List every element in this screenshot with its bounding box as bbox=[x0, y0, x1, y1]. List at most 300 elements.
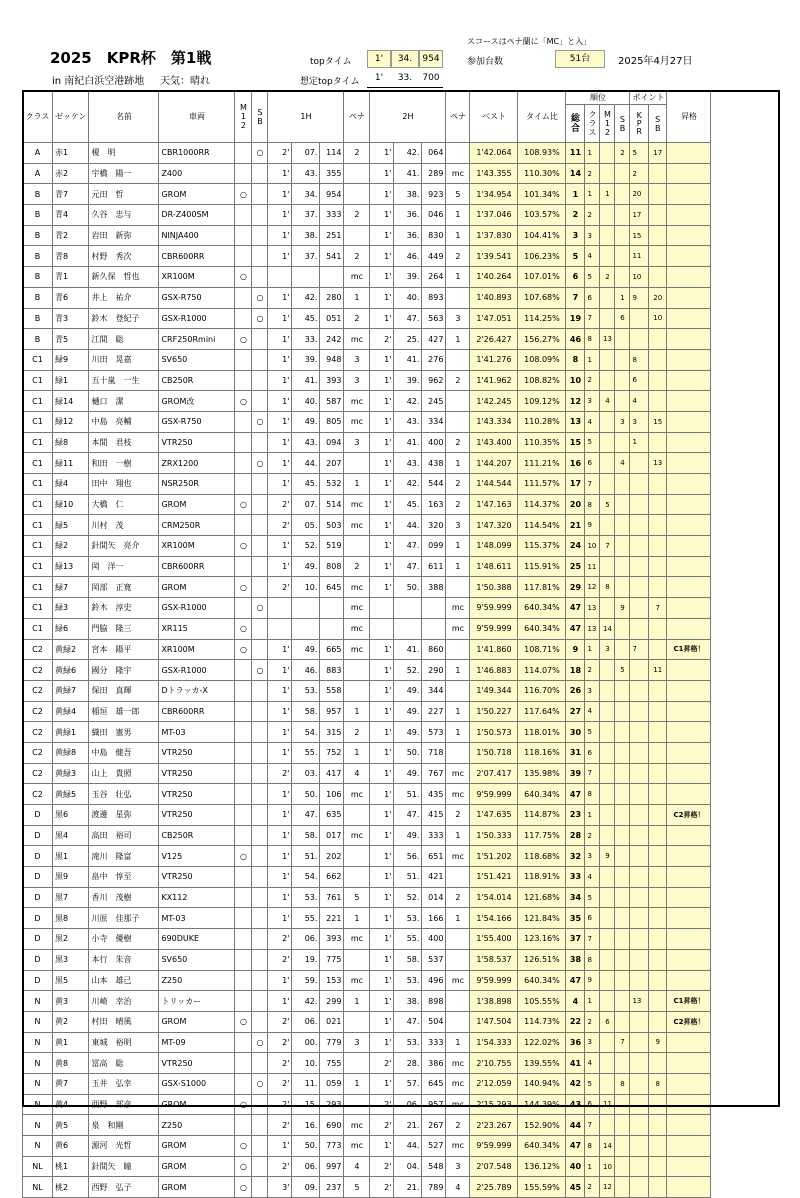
h1-min: 1' bbox=[268, 825, 292, 846]
number: 黒2 bbox=[53, 929, 89, 950]
m12-rank bbox=[600, 556, 615, 577]
table-row bbox=[23, 1177, 711, 1198]
class-rank: 1 bbox=[585, 349, 600, 370]
class-rank: 8 bbox=[585, 949, 600, 970]
class-rank: 8 bbox=[585, 1136, 600, 1157]
h2-min: 1' bbox=[370, 267, 394, 288]
kpr-point bbox=[630, 308, 649, 329]
h1-sec: 54. bbox=[292, 867, 320, 888]
pen1: mc bbox=[344, 970, 370, 991]
time-ratio: 109.12% bbox=[518, 391, 566, 412]
h1-ms: 059 bbox=[320, 1073, 344, 1094]
class-rank: 4 bbox=[585, 701, 600, 722]
h1-sec: 09. bbox=[292, 1177, 320, 1198]
overall-rank: 10 bbox=[566, 370, 585, 391]
h2-min: 1' bbox=[370, 908, 394, 929]
h1-min: 2' bbox=[268, 1073, 292, 1094]
sb bbox=[252, 349, 268, 370]
pen2: 3 bbox=[446, 308, 470, 329]
promotion bbox=[667, 1094, 711, 1115]
sb-rank bbox=[615, 184, 630, 205]
h1-sec: 16. bbox=[292, 1115, 320, 1136]
h1-min: 2' bbox=[268, 763, 292, 784]
sb-point bbox=[648, 1011, 667, 1032]
best-time: 1'34.954 bbox=[470, 184, 518, 205]
m12-rank bbox=[600, 287, 615, 308]
kpr-point: 13 bbox=[630, 991, 649, 1012]
h2-ms: 099 bbox=[422, 536, 446, 557]
m12-rank bbox=[600, 742, 615, 763]
h1-min: 1' bbox=[268, 163, 292, 184]
sb-rank: 2 bbox=[615, 143, 630, 164]
overall-rank: 27 bbox=[566, 701, 585, 722]
table-row bbox=[23, 887, 711, 908]
sb-rank bbox=[615, 474, 630, 495]
promotion bbox=[667, 825, 711, 846]
rider-name: 香川 茂樹 bbox=[89, 887, 159, 908]
overall-rank: 46 bbox=[566, 329, 585, 350]
m12-rank: 9 bbox=[600, 846, 615, 867]
rider-name: 五十嵐 一生 bbox=[89, 370, 159, 391]
rider-name: 岡 洋一 bbox=[89, 556, 159, 577]
m12 bbox=[235, 1073, 252, 1094]
h2-ms: 415 bbox=[422, 805, 446, 826]
class-rank: 5 bbox=[585, 267, 600, 288]
overall-rank: 37 bbox=[566, 929, 585, 950]
kpr-point bbox=[630, 949, 649, 970]
kpr-point: 7 bbox=[630, 639, 649, 660]
h1-min: 1' bbox=[268, 432, 292, 453]
class-rank: 3 bbox=[585, 391, 600, 412]
h2-min: 1' bbox=[370, 1011, 394, 1032]
best-time: 1'47.635 bbox=[470, 805, 518, 826]
h2-sec: 25. bbox=[394, 329, 422, 350]
pen1: mc bbox=[344, 929, 370, 950]
overall-rank: 28 bbox=[566, 825, 585, 846]
m12-rank: 12 bbox=[600, 1177, 615, 1198]
m12-rank bbox=[600, 1032, 615, 1053]
h1-ms: 333 bbox=[320, 205, 344, 226]
class-rank: 9 bbox=[585, 970, 600, 991]
pen2: mc bbox=[446, 784, 470, 805]
h2-sec: 47. bbox=[394, 308, 422, 329]
best-time: 2'26.427 bbox=[470, 329, 518, 350]
rider-name: 川崎 幸治 bbox=[89, 991, 159, 1012]
vehicle: CBR600RR bbox=[159, 701, 235, 722]
time-ratio: 104.41% bbox=[518, 225, 566, 246]
rider-name: 中島 亮輔 bbox=[89, 411, 159, 432]
h1-min: 1' bbox=[268, 701, 292, 722]
number: 桃2 bbox=[53, 1177, 89, 1198]
kpr-point bbox=[630, 1156, 649, 1177]
h1-ms: 997 bbox=[320, 1156, 344, 1177]
h2-sec: 53. bbox=[394, 970, 422, 991]
sb-point bbox=[648, 184, 667, 205]
vehicle: Z250 bbox=[159, 1115, 235, 1136]
h2-min: 1' bbox=[370, 784, 394, 805]
sb-rank bbox=[615, 225, 630, 246]
class: D bbox=[23, 887, 53, 908]
h2-sec: 41. bbox=[394, 163, 422, 184]
h1-ms: 761 bbox=[320, 887, 344, 908]
h2-sec: 50. bbox=[394, 577, 422, 598]
promotion bbox=[667, 329, 711, 350]
best-time: 1'44.544 bbox=[470, 474, 518, 495]
h1-min: 1' bbox=[268, 742, 292, 763]
h1-ms: 662 bbox=[320, 867, 344, 888]
sb-rank bbox=[615, 949, 630, 970]
overall-rank: 43 bbox=[566, 1094, 585, 1115]
class: C1 bbox=[23, 474, 53, 495]
h2-min: 1' bbox=[370, 143, 394, 164]
sb bbox=[252, 846, 268, 867]
overall-rank: 34 bbox=[566, 887, 585, 908]
h2-sec: 21. bbox=[394, 1177, 422, 1198]
class-rank: 2 bbox=[585, 163, 600, 184]
time-ratio: 122.02% bbox=[518, 1032, 566, 1053]
kpr-point bbox=[630, 908, 649, 929]
h1-ms: 558 bbox=[320, 680, 344, 701]
h2-min: 1' bbox=[370, 556, 394, 577]
pen1 bbox=[344, 536, 370, 557]
m12 bbox=[235, 680, 252, 701]
promotion bbox=[667, 536, 711, 557]
h2-ms: 962 bbox=[422, 370, 446, 391]
best-time: 1'43.400 bbox=[470, 432, 518, 453]
overall-rank: 12 bbox=[566, 391, 585, 412]
sb-point: 8 bbox=[648, 1073, 667, 1094]
sb-point: 20 bbox=[648, 287, 667, 308]
sb-rank bbox=[615, 805, 630, 826]
time-ratio: 114.25% bbox=[518, 308, 566, 329]
pen1: 3 bbox=[344, 370, 370, 391]
sb: ○ bbox=[252, 411, 268, 432]
sb bbox=[252, 1136, 268, 1157]
h2-sec: 49. bbox=[394, 763, 422, 784]
class-rank: 6 bbox=[585, 453, 600, 474]
sb-point bbox=[648, 991, 667, 1012]
kpr-point bbox=[630, 1094, 649, 1115]
overall-rank: 25 bbox=[566, 556, 585, 577]
rider-name: 門脇 隆三 bbox=[89, 618, 159, 639]
h2-ms: 400 bbox=[422, 929, 446, 950]
number: 黄緑2 bbox=[53, 639, 89, 660]
sb-point bbox=[648, 205, 667, 226]
sb bbox=[252, 1053, 268, 1074]
class-rank: 2 bbox=[585, 205, 600, 226]
class-rank: 1 bbox=[585, 991, 600, 1012]
time-ratio: 156.27% bbox=[518, 329, 566, 350]
table-row bbox=[23, 370, 711, 391]
sb-rank: 4 bbox=[615, 453, 630, 474]
time-ratio: 123.16% bbox=[518, 929, 566, 950]
time-ratio: 136.12% bbox=[518, 1156, 566, 1177]
h2-min: 1' bbox=[370, 680, 394, 701]
number: 緑10 bbox=[53, 494, 89, 515]
h1-sec: 59. bbox=[292, 970, 320, 991]
kpr-point bbox=[630, 556, 649, 577]
sb: ○ bbox=[252, 287, 268, 308]
m12-rank bbox=[600, 929, 615, 950]
h2-min: 2' bbox=[370, 1156, 394, 1177]
m12 bbox=[235, 225, 252, 246]
time-ratio: 108.93% bbox=[518, 143, 566, 164]
m12-rank: 7 bbox=[600, 536, 615, 557]
time-ratio: 110.28% bbox=[518, 411, 566, 432]
m12 bbox=[235, 308, 252, 329]
time-ratio: 114.54% bbox=[518, 515, 566, 536]
class: C2 bbox=[23, 742, 53, 763]
h1-ms: 587 bbox=[320, 391, 344, 412]
pen2: mc bbox=[446, 970, 470, 991]
m12-rank: 13 bbox=[600, 329, 615, 350]
overall-rank: 21 bbox=[566, 515, 585, 536]
table-row bbox=[23, 660, 711, 681]
best-time: 1'44.207 bbox=[470, 453, 518, 474]
rider-name: 村野 秀次 bbox=[89, 246, 159, 267]
sb-rank bbox=[615, 349, 630, 370]
h1-min: 2' bbox=[268, 949, 292, 970]
h1-ms: 280 bbox=[320, 287, 344, 308]
sb: ○ bbox=[252, 453, 268, 474]
sb-rank: 7 bbox=[615, 1032, 630, 1053]
h1-min: 1' bbox=[268, 639, 292, 660]
m12-rank bbox=[600, 805, 615, 826]
kpr-point bbox=[630, 329, 649, 350]
class: C2 bbox=[23, 722, 53, 743]
table-row bbox=[23, 432, 711, 453]
kpr-point bbox=[630, 453, 649, 474]
h1-sec bbox=[292, 618, 320, 639]
best-time: 1'47.320 bbox=[470, 515, 518, 536]
promotion bbox=[667, 287, 711, 308]
m12: ○ bbox=[235, 639, 252, 660]
h1-ms: 514 bbox=[320, 494, 344, 515]
vehicle: GROM改 bbox=[159, 391, 235, 412]
sb bbox=[252, 680, 268, 701]
h2-min: 1' bbox=[370, 722, 394, 743]
class-rank: 2 bbox=[585, 1177, 600, 1198]
kpr-point bbox=[630, 536, 649, 557]
overall-rank: 2 bbox=[566, 205, 585, 226]
sb bbox=[252, 1156, 268, 1177]
h1-sec: 43. bbox=[292, 432, 320, 453]
h2-sec: 36. bbox=[394, 205, 422, 226]
h2-sec: 47. bbox=[394, 805, 422, 826]
rider-name: 江間 聡 bbox=[89, 329, 159, 350]
sb bbox=[252, 370, 268, 391]
pen2 bbox=[446, 349, 470, 370]
h2-min: 1' bbox=[370, 846, 394, 867]
pen2: 1 bbox=[446, 556, 470, 577]
h2-sec: 50. bbox=[394, 742, 422, 763]
m12-rank: 8 bbox=[600, 577, 615, 598]
h2-ms: 427 bbox=[422, 329, 446, 350]
col-number: ゼッケン bbox=[53, 91, 89, 143]
class: C1 bbox=[23, 515, 53, 536]
race-date: 2025年4月27日 bbox=[618, 56, 693, 67]
h1-ms: 954 bbox=[320, 184, 344, 205]
h1-ms bbox=[320, 618, 344, 639]
h1-sec bbox=[292, 598, 320, 619]
pen1: mc bbox=[344, 411, 370, 432]
h1-min: 1' bbox=[268, 246, 292, 267]
pen2: 1 bbox=[446, 536, 470, 557]
table-row bbox=[23, 991, 711, 1012]
vehicle: XR100M bbox=[159, 267, 235, 288]
table-row bbox=[23, 742, 711, 763]
promotion bbox=[667, 742, 711, 763]
overall-rank: 1 bbox=[566, 184, 585, 205]
sb-point bbox=[648, 949, 667, 970]
h2-min: 1' bbox=[370, 453, 394, 474]
h1-ms: 883 bbox=[320, 660, 344, 681]
h1-sec: 00. bbox=[292, 1032, 320, 1053]
time-ratio: 115.91% bbox=[518, 556, 566, 577]
sb bbox=[252, 1177, 268, 1198]
promotion bbox=[667, 908, 711, 929]
h2-min: 2' bbox=[370, 329, 394, 350]
h2-min: 1' bbox=[370, 536, 394, 557]
h1-ms: 017 bbox=[320, 825, 344, 846]
h1-sec: 55. bbox=[292, 742, 320, 763]
table-row bbox=[23, 1156, 711, 1177]
h2-ms: 388 bbox=[422, 577, 446, 598]
rider-name: 川村 茂 bbox=[89, 515, 159, 536]
h1-ms: 519 bbox=[320, 536, 344, 557]
vehicle: CRF250Rmini bbox=[159, 329, 235, 350]
h2-ms: 320 bbox=[422, 515, 446, 536]
kpr-point: 8 bbox=[630, 349, 649, 370]
h1-min: 2' bbox=[268, 494, 292, 515]
overall-rank: 38 bbox=[566, 949, 585, 970]
h1-sec: 05. bbox=[292, 515, 320, 536]
time-ratio: 111.57% bbox=[518, 474, 566, 495]
h2-ms: 496 bbox=[422, 970, 446, 991]
promotion bbox=[667, 494, 711, 515]
h1-min: 1' bbox=[268, 867, 292, 888]
sb-rank bbox=[615, 432, 630, 453]
number: 黒3 bbox=[53, 949, 89, 970]
entries-count: 51台 bbox=[555, 50, 605, 68]
time-ratio: 105.55% bbox=[518, 991, 566, 1012]
h1-ms: 393 bbox=[320, 929, 344, 950]
sb-point bbox=[648, 680, 667, 701]
h1-min: 2' bbox=[268, 515, 292, 536]
sb bbox=[252, 225, 268, 246]
pen2: mc bbox=[446, 618, 470, 639]
h2-sec: 47. bbox=[394, 1011, 422, 1032]
table-row bbox=[23, 453, 711, 474]
overall-rank: 30 bbox=[566, 722, 585, 743]
class: N bbox=[23, 1094, 53, 1115]
m12-rank bbox=[600, 246, 615, 267]
number: 黄4 bbox=[53, 1094, 89, 1115]
h2-sec: 41. bbox=[394, 639, 422, 660]
pen2: 2 bbox=[446, 370, 470, 391]
kpr-point: 3 bbox=[630, 411, 649, 432]
sb-point bbox=[648, 908, 667, 929]
h1-sec: 37. bbox=[292, 246, 320, 267]
sb: ○ bbox=[252, 1073, 268, 1094]
promotion bbox=[667, 370, 711, 391]
pen1: 3 bbox=[344, 432, 370, 453]
sb-point bbox=[648, 929, 667, 950]
h1-min: 1' bbox=[268, 453, 292, 474]
class-rank: 8 bbox=[585, 784, 600, 805]
rider-name: 岡部 正寛 bbox=[89, 577, 159, 598]
kpr-point bbox=[630, 701, 649, 722]
pen1: mc bbox=[344, 639, 370, 660]
time-ratio: 116.70% bbox=[518, 680, 566, 701]
pen1: 5 bbox=[344, 1177, 370, 1198]
h2-sec: 45. bbox=[394, 494, 422, 515]
h1-min: 1' bbox=[268, 991, 292, 1012]
vehicle: GSX-R1000 bbox=[159, 308, 235, 329]
h2-ms: 421 bbox=[422, 867, 446, 888]
number: 黄緑4 bbox=[53, 701, 89, 722]
h2-ms: 563 bbox=[422, 308, 446, 329]
class-rank: 2 bbox=[585, 1011, 600, 1032]
pen2 bbox=[446, 867, 470, 888]
h1-min: 1' bbox=[268, 411, 292, 432]
rider-name: 滝川 隆富 bbox=[89, 846, 159, 867]
best-time: 1'50.718 bbox=[470, 742, 518, 763]
table-row bbox=[23, 1032, 711, 1053]
best-time: 1'54.014 bbox=[470, 887, 518, 908]
promotion: C2昇格！ bbox=[667, 805, 711, 826]
class-rank: 10 bbox=[585, 536, 600, 557]
table-row bbox=[23, 970, 711, 991]
h2-ms: 334 bbox=[422, 411, 446, 432]
h1-min: 2' bbox=[268, 929, 292, 950]
sb bbox=[252, 908, 268, 929]
kpr-point bbox=[630, 618, 649, 639]
h2-ms: 504 bbox=[422, 1011, 446, 1032]
vehicle: DR-Z400SM bbox=[159, 205, 235, 226]
h1-min: 2' bbox=[268, 577, 292, 598]
h1-min bbox=[268, 598, 292, 619]
overall-rank: 40 bbox=[566, 1156, 585, 1177]
h1-sec: 34. bbox=[292, 184, 320, 205]
pen1: mc bbox=[344, 825, 370, 846]
h2-ms: 893 bbox=[422, 287, 446, 308]
sb bbox=[252, 536, 268, 557]
promotion bbox=[667, 308, 711, 329]
pen1: 3 bbox=[344, 349, 370, 370]
best-time: 9'59.999 bbox=[470, 618, 518, 639]
h2-sec bbox=[394, 618, 422, 639]
overall-rank: 18 bbox=[566, 660, 585, 681]
vehicle: GROM bbox=[159, 1177, 235, 1198]
h2-ms: 548 bbox=[422, 1156, 446, 1177]
rider-name: 鈴木 淳史 bbox=[89, 598, 159, 619]
col-best: ベスト bbox=[470, 91, 518, 143]
promotion bbox=[667, 267, 711, 288]
overall-rank: 14 bbox=[566, 163, 585, 184]
pen2: 2 bbox=[446, 474, 470, 495]
h1-ms: 808 bbox=[320, 556, 344, 577]
class-rank: 6 bbox=[585, 287, 600, 308]
overall-rank: 44 bbox=[566, 1115, 585, 1136]
table-row bbox=[23, 825, 711, 846]
number: 緑13 bbox=[53, 556, 89, 577]
pen2: 2 bbox=[446, 1115, 470, 1136]
table-row bbox=[23, 722, 711, 743]
promotion bbox=[667, 867, 711, 888]
vehicle: GSX-R750 bbox=[159, 411, 235, 432]
class-rank: 5 bbox=[585, 432, 600, 453]
